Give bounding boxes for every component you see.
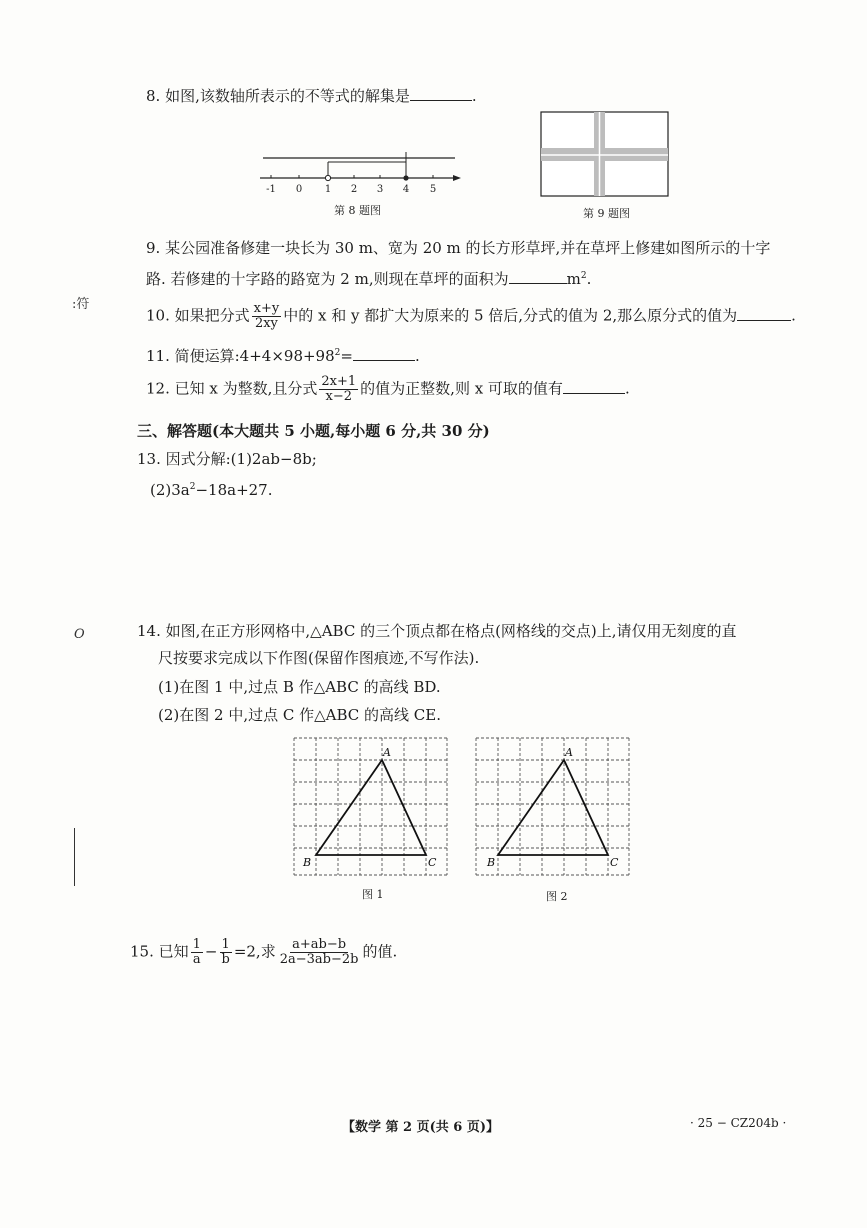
tick-label: 1 bbox=[324, 184, 332, 195]
margin-bracket bbox=[70, 828, 75, 886]
tick-label: -1 bbox=[266, 184, 276, 195]
question-13-line1: 13. 因式分解:(1)2ab−8b; bbox=[137, 450, 317, 468]
grid-figure-2-caption: 图 2 bbox=[546, 890, 568, 903]
figure-9-caption: 第 9 题图 bbox=[583, 207, 630, 220]
grid-figure-1-caption: 图 1 bbox=[362, 888, 384, 901]
tick-label: 3 bbox=[376, 184, 384, 195]
figure-9-lawn bbox=[540, 111, 670, 199]
vertex-b-label: B bbox=[303, 856, 312, 869]
open-point bbox=[325, 175, 330, 180]
vertex-c-label: C bbox=[610, 856, 619, 869]
fraction-2x-plus-1: $\frac{2x+1}{x-2}$ bbox=[321, 374, 357, 404]
number-line-figure bbox=[255, 148, 470, 198]
triangle-abc-2 bbox=[498, 760, 608, 855]
question-12: 12. 已知 x 为整数,且分式 $\frac{2x+1}{x-2}$ 的值为正整数,则 x 可取的值有 . bbox=[146, 374, 630, 404]
question-10: 10. 如果把分式 $\frac{x+y}{2xy}$ 中的 x 和 y 都扩大为原来的 5 倍后,分式的值为 2,那么原分式的值为 . bbox=[146, 301, 796, 331]
question-13-line2: $(2)3a^2-18a+27$. bbox=[150, 481, 273, 499]
question-11: 11. 简便运算$:4+4\times 98+98^2=$ . bbox=[146, 347, 420, 365]
vertex-b-label: B bbox=[487, 856, 496, 869]
tick-label: 5 bbox=[429, 184, 437, 195]
fraction-x-plus-y-over-2xy: $\frac{x+y}{2xy}$ bbox=[253, 301, 280, 331]
fraction-expression: $\frac{a+ab-b}{2a-3ab-2b}$ bbox=[279, 937, 359, 967]
question-14-line2: 尺按要求完成以下作图(保留作图痕迹,不写作法). bbox=[158, 649, 480, 667]
question-15: 15. 已知 $\frac{1}{a}$ − $\frac{1}{b}$ =2,求 $\frac{a+ab-b}{2a-3ab-2b}$ 的值. bbox=[130, 937, 398, 967]
margin-mark-fu: :符 bbox=[72, 297, 90, 312]
grid-figure-2 bbox=[474, 736, 634, 881]
question-9-line1: 9. 某公园准备修建一块长为 30 m、宽为 20 m 的长方形草坪,并在草坪上修建如图所示的十字 bbox=[146, 239, 771, 257]
vertex-a-label: A bbox=[383, 746, 391, 759]
vertex-c-label: C bbox=[428, 856, 437, 869]
question-14-line3: (1)在图 1 中,过点 B 作△ABC 的高线 BD. bbox=[158, 678, 441, 696]
tick-label: 2 bbox=[350, 184, 358, 195]
section-heading-3: 三、解答题(本大题共 5 小题,每小题 6 分,共 30 分) bbox=[137, 422, 490, 440]
question-8: 8. 如图,该数轴所表示的不等式的解集是 . bbox=[146, 87, 477, 105]
grid-figure-1 bbox=[292, 736, 452, 881]
triangle-abc-1 bbox=[316, 760, 426, 855]
question-14-line4: (2)在图 2 中,过点 C 作△ABC 的高线 CE. bbox=[158, 706, 441, 724]
vertex-a-label: A bbox=[565, 746, 573, 759]
axis-arrow bbox=[453, 175, 461, 181]
closed-point bbox=[403, 175, 408, 180]
tick-label: 0 bbox=[295, 184, 303, 195]
margin-mark-o: O bbox=[74, 627, 85, 642]
figure-8-caption: 第 8 题图 bbox=[334, 204, 381, 217]
page-code: · 25 − CZ204b · bbox=[690, 1116, 787, 1130]
question-9-line2: 路. 若修建的十字路的路宽为 2 m,则现在草坪的面积为 $m^2$. bbox=[146, 270, 592, 288]
page-footer: 【数学 第 2 页(共 6 页)】 bbox=[342, 1120, 500, 1135]
tick-label: 4 bbox=[402, 184, 410, 195]
question-14-line1: 14. 如图,在正方形网格中,△ABC 的三个顶点都在格点(网格线的交点)上,请仅用无刻度的直 bbox=[137, 622, 737, 640]
